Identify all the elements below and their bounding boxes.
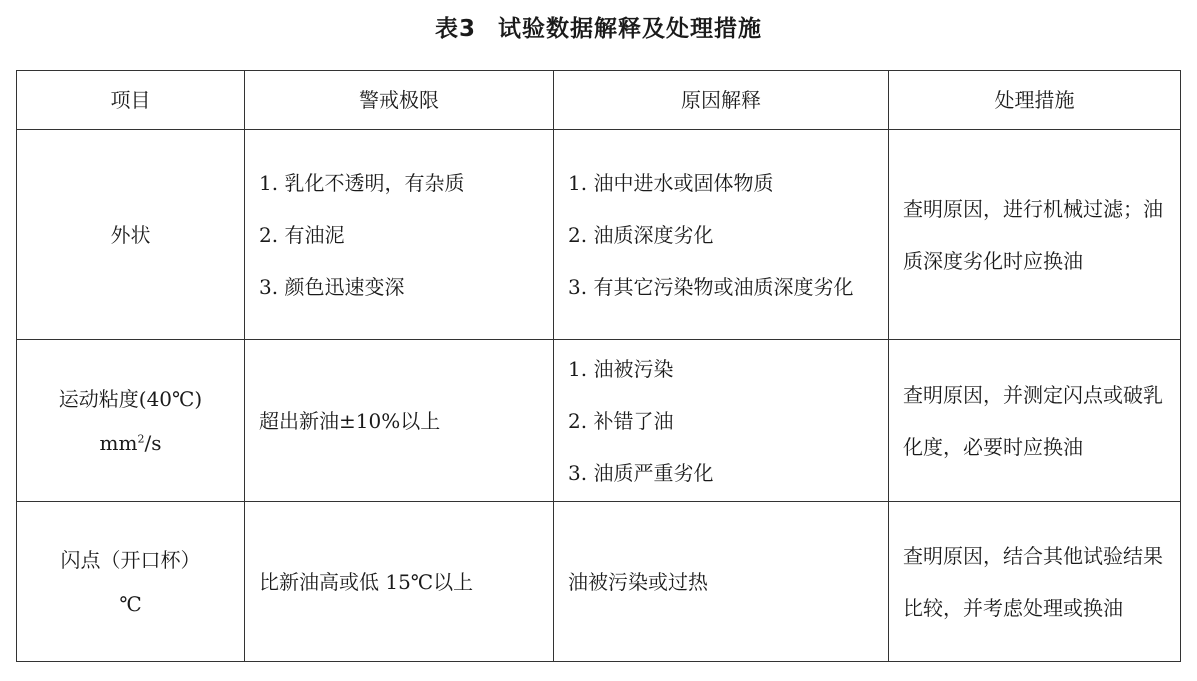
- header-row: [17, 71, 1181, 130]
- table-title: [0, 10, 1197, 43]
- cell-causes: 1. 油中进水或固体物质 2. 油质深度劣化 3. 有其它污染物或油质深度劣化: [554, 130, 889, 340]
- cell-measures: 查明原因，并测定闪点或破乳化度，必要时应换油: [889, 340, 1181, 502]
- data-table: [16, 70, 1181, 662]
- cell-causes: 1. 油被污染 2. 补错了油 3. 油质严重劣化: [554, 340, 889, 502]
- table-row: [17, 502, 1181, 662]
- cell-item: 运动粘度(40℃) $mm^2/s$: [17, 340, 245, 502]
- header-measures: 处理措施: [889, 71, 1181, 130]
- cell-item: 闪点（开口杯） ℃: [17, 502, 245, 662]
- header-limits: 警戒极限: [245, 71, 554, 130]
- table-row: [17, 130, 1181, 340]
- cell-measures: 查明原因，结合其他试验结果比较，并考虑处理或换油: [889, 502, 1181, 662]
- cell-limits: 超出新油±10%以上: [245, 340, 554, 502]
- cell-causes: 油被污染或过热: [554, 502, 889, 662]
- cell-limits: 比新油高或低 15℃以上: [245, 502, 554, 662]
- unit-label: $mm^2/s$: [99, 430, 162, 455]
- table-row: [17, 340, 1181, 502]
- cell-item: 外状: [17, 130, 245, 340]
- header-item: 项目: [17, 71, 245, 130]
- cell-measures: 查明原因，进行机械过滤；油质深度劣化时应换油: [889, 130, 1181, 340]
- table-number: 表3: [434, 16, 476, 42]
- table-caption: 试验数据解释及处理措施: [498, 16, 762, 42]
- header-causes: 原因解释: [554, 71, 889, 130]
- cell-limits: 1. 乳化不透明，有杂质 2. 有油泥 3. 颜色迅速变深: [245, 130, 554, 340]
